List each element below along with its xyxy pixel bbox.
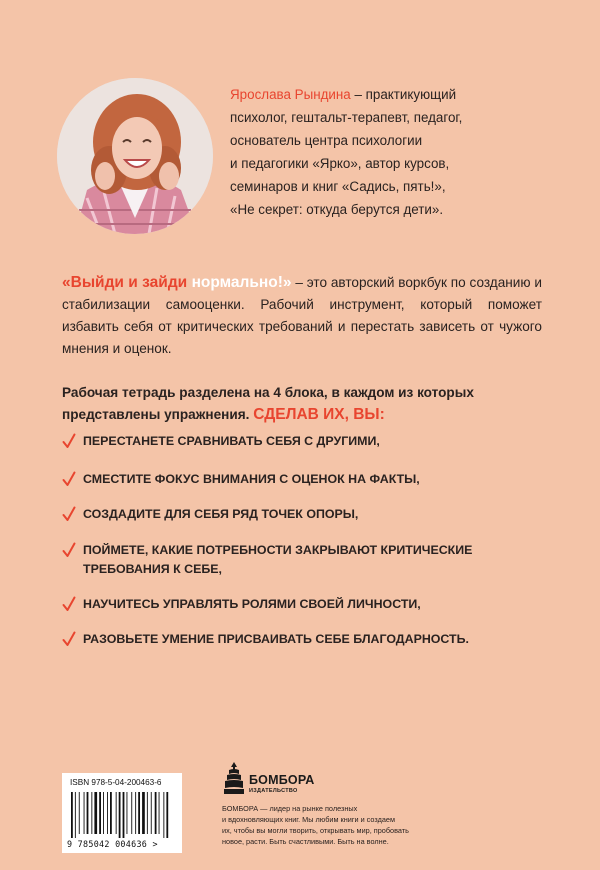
list-item-text: ПОЙМЕТЕ, КАКИЕ ПОТРЕБНОСТИ ЗАКРЫВАЮТ КРИТИЧЕСКИЕ ТРЕБОВАНИЯ К СЕБЕ, [83, 543, 473, 576]
bio-line: психолог, гештальт-терапевт, педагог, [230, 110, 463, 125]
lead-text: Рабочая тетрадь разделена на 4 блока, в каждом из которых представлены упражнения. [62, 385, 474, 422]
bio-line: – практикующий [350, 87, 457, 102]
barcode-bar [147, 792, 148, 834]
list-item [62, 432, 542, 451]
barcode-bar [99, 792, 101, 834]
barcode-bar [71, 792, 73, 838]
checkmark-icon [62, 596, 76, 612]
barcode-bar [94, 792, 97, 834]
list-item-text: СОЗДАДИТЕ ДЛЯ СЕБЯ РЯД ТОЧЕК ОПОРЫ, [83, 507, 359, 521]
book-title-part2: нормально!» [191, 274, 292, 291]
barcode-image [70, 792, 174, 838]
list-item [62, 595, 542, 614]
barcode-bar [135, 792, 136, 834]
publisher-name: БОМБОРА [249, 773, 315, 787]
bio-line: «Не секрет: откуда берутся дети». [230, 202, 444, 217]
publisher-description [222, 803, 422, 847]
list-item-text: РАЗОВЬЕТЕ УМЕНИЕ ПРИСВАИВАТЬ СЕБЕ БЛАГОДАРНОСТЬ. [83, 632, 469, 646]
barcode-bar [116, 792, 117, 834]
intro-text: – это авторский воркбук по созданию и стабилизации самооценки. Рабочий инструмент, который поможет избавить себя от критических требований и перестать зависеть от чужого мнения и оценок. [62, 275, 542, 356]
barcode-bar [155, 792, 157, 834]
barcode-bar [75, 792, 76, 838]
list-item [62, 630, 542, 649]
author-bio [230, 83, 560, 221]
author-name: Ярослава Рындина [230, 87, 351, 102]
checkmark-icon [62, 631, 76, 647]
publisher-desc-line: новое, расти. Быть счастливыми. Быть на волне. [222, 837, 389, 846]
publisher-desc-line: их, чтобы вы могли творить, открывать мир, пробовать [222, 826, 409, 835]
barcode-bar [110, 792, 112, 834]
bio-line: основатель центра психологии [230, 133, 423, 148]
barcode-box [62, 773, 182, 853]
bio-line: и педагогики «Ярко», автор курсов, [230, 156, 450, 171]
checkmark-icon [62, 542, 76, 558]
barcode-bar [79, 792, 80, 834]
benefits-list [62, 432, 542, 649]
bombora-logo-icon [222, 762, 246, 798]
list-item [62, 505, 542, 524]
publisher-desc-line: и вдохновляющих книг. Мы любим книги и создаем [222, 815, 395, 824]
barcode-bar [87, 792, 89, 834]
bio-line: семинаров и книг «Садись, пять!», [230, 179, 446, 194]
barcode-bar [103, 792, 104, 834]
list-item-text: СМЕСТИТЕ ФОКУС ВНИМАНИЯ С ОЦЕНОК НА ФАКТЫ, [83, 472, 420, 486]
book-intro [62, 272, 542, 360]
list-item [62, 470, 542, 489]
publisher-subtitle: ИЗДАТЕЛЬСТВО [249, 788, 298, 794]
barcode-bar [127, 792, 128, 834]
barcode-bar [159, 792, 160, 834]
barcode-bar [84, 792, 85, 834]
isbn-text: ISBN 978-5-04-200463-6 [70, 778, 162, 787]
barcode-bar [163, 792, 164, 838]
barcode-bar [151, 792, 152, 834]
barcode-bar [107, 792, 108, 834]
barcode-bar [166, 792, 168, 838]
author-photo [57, 78, 213, 234]
checkmark-icon [62, 433, 76, 449]
workbook-lead [62, 382, 542, 426]
lead-accent: СДЕЛАВ ИХ, ВЫ: [253, 406, 385, 423]
checkmark-icon [62, 506, 76, 522]
list-item [62, 541, 542, 579]
list-item-text: НАУЧИТЕСЬ УПРАВЛЯТЬ РОЛЯМИ СВОЕЙ ЛИЧНОСТИ, [83, 597, 421, 611]
barcode-bar [119, 792, 121, 838]
barcode-bar [91, 792, 92, 834]
list-item-text: ПЕРЕСТАНЕТЕ СРАВНИВАТЬ СЕБЯ С ДРУГИМИ, [83, 434, 380, 448]
publisher-desc-line: БОМБОРА — лидер на рынке полезных [222, 804, 358, 813]
barcode-bar [123, 792, 125, 838]
book-title-part1: «Выйди и зайди [62, 274, 192, 291]
barcode-digits: 9 785042 004636 > [67, 839, 158, 849]
barcode-bar [142, 792, 145, 834]
barcode-bar [138, 792, 140, 834]
checkmark-icon [62, 471, 76, 487]
barcode-bar [131, 792, 132, 834]
